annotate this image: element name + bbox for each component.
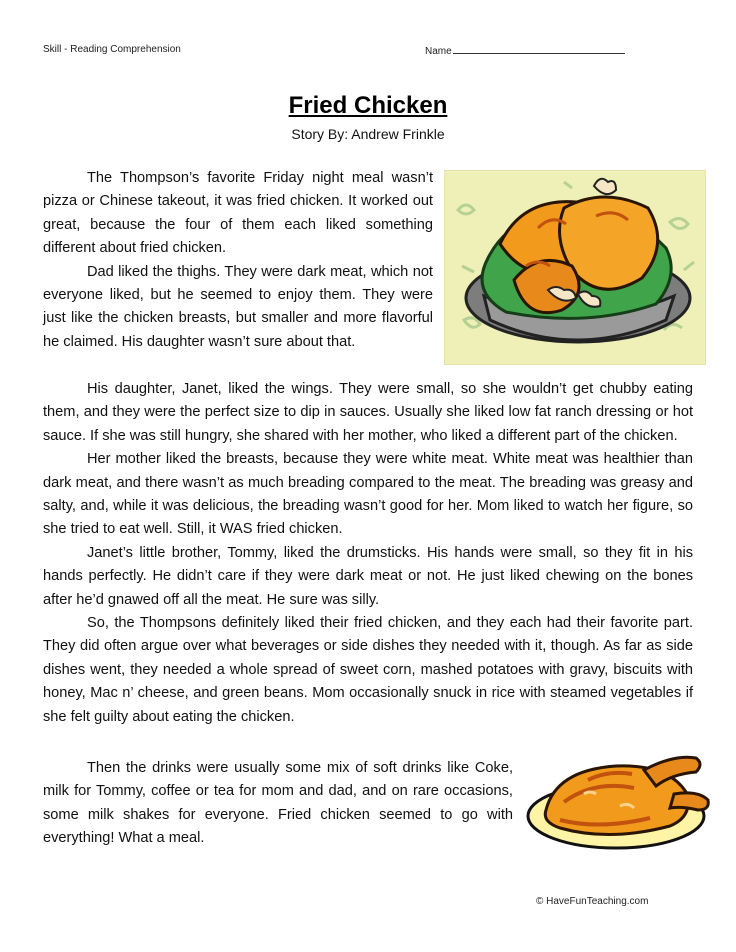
story-title: Fried Chicken	[288, 92, 448, 119]
story-text-top	[43, 167, 433, 354]
paragraph-1: The Thompson’s favorite Friday night meal wasn’t pizza or Chinese takeout, it was fried chicken. It worked out great, because the four of them each liked something different about fried chicken.	[43, 170, 433, 257]
name-label: Name	[425, 46, 452, 57]
name-blank-line	[453, 44, 625, 54]
roast-chicken-illustration	[524, 750, 716, 852]
story-byline: Story By: Andrew Frinkle	[291, 126, 445, 142]
paragraph-6: So, the Thompsons definitely liked their fried chicken, and they each had their favorite part. They did often argue over what beverages or side dishes they needed with it, though. As far as side dishes went, they needed a whole spread of sweet corn, mashed potatoes with gravy, biscuits with honey, Mac n’ cheese, and green beans. Mom occasionally snuck in rice with steamed vegetables if she felt guilty about eating the chicken.	[43, 615, 693, 725]
worksheet-header	[43, 44, 643, 60]
story-text-bottom	[43, 757, 513, 851]
paragraph-5: Janet’s little brother, Tommy, liked the drumsticks. His hands were small, so they fit in his hands perfectly. He didn’t care if they were dark meat or not. He just liked chewing on the bones after he’d gnawed off all the meat. He sure was silly.	[43, 544, 693, 608]
name-field	[425, 44, 625, 57]
paragraph-2: Dad liked the thighs. They were dark meat, which not everyone liked, but he seemed to enjoy them. They were just like the chicken breasts, but smaller and more flavorful he claimed. His daughter wasn’t sure about that.	[43, 263, 433, 350]
copyright-footer: © HaveFunTeaching.com	[536, 896, 649, 907]
paragraph-4: Her mother liked the breasts, because they were white meat. White meat was healthier than dark meat, and there wasn’t as much breading compared to the meat. The breading was greasy and salty, and, while it was delicious, the breading wasn’t good for her. Mom liked to watch her figure, so she tried to eat well. Still, it WAS fried chicken.	[43, 451, 693, 538]
story-text-middle	[43, 378, 693, 729]
fried-chicken-bowl-illustration	[444, 170, 706, 365]
skill-label: Skill - Reading Comprehension	[43, 44, 181, 55]
paragraph-3: His daughter, Janet, liked the wings. They were small, so she wouldn’t get chubby eating them, and they were the perfect size to dip in sauces. Usually she liked low fat ranch dressing or hot sauce. If she was still hungry, she shared with her mother, who liked a different part of the chicken.	[43, 381, 693, 444]
paragraph-7: Then the drinks were usually some mix of soft drinks like Coke, milk for Tommy, coffee or tea for mom and dad, and on rare occasions, some milk shakes for everyone. Fried chicken seemed to go with everything! What a meal.	[43, 760, 513, 847]
